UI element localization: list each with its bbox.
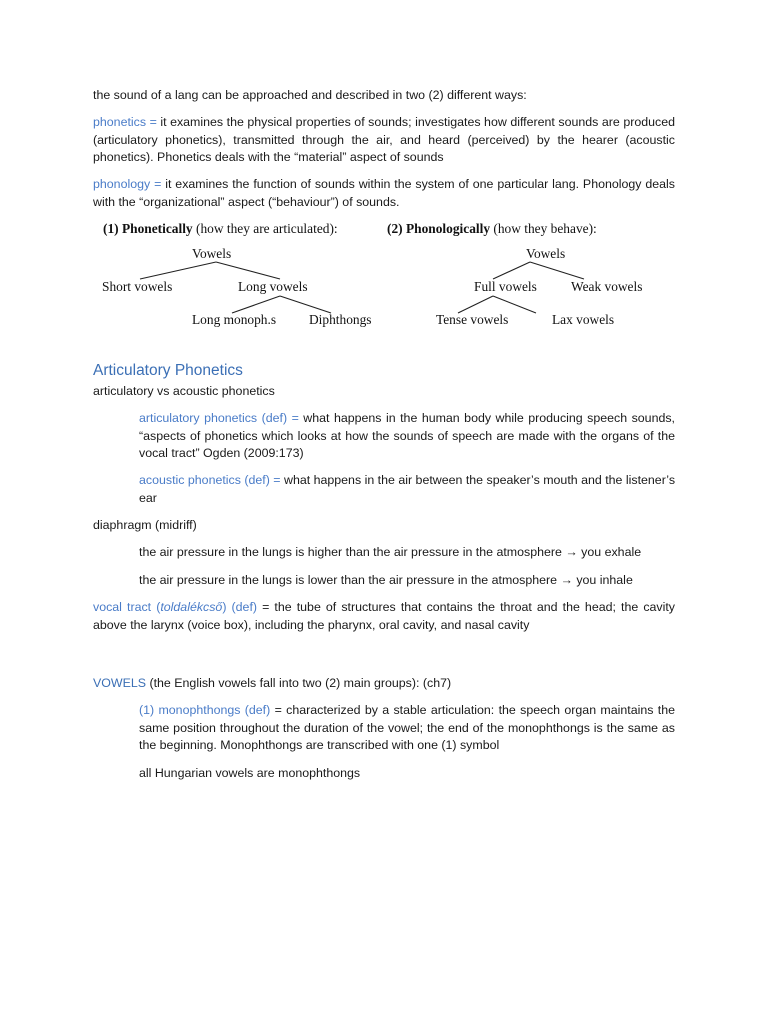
vowels-rest: (the English vowels fall into two (2) main groups): (ch7) [146,676,452,690]
left-root: Vowels [192,246,232,261]
right-grandchild-tense: Tense vowels [436,312,509,327]
right-title-bold: (2) Phonologically [387,221,491,236]
acoustic-text: what happens in the air between the speaker’s mouth and the listener’s ear [139,473,676,505]
monophthongs-term: (1) monophthongs (def) [139,703,271,717]
right-child-full: Full vowels [474,279,537,294]
intro-paragraph [93,87,683,105]
section-subtitle [93,383,675,401]
right-grandchild-lax: Lax vowels [552,312,615,327]
vocal-tract-definition [93,599,675,634]
left-grandchild-diphthongs: Diphthongs [309,312,372,327]
section-heading: Articulatory Phonetics [93,362,243,379]
subtitle-text: articulatory vs acoustic phonetics [93,384,275,398]
left-child-short: Short vowels [102,279,173,294]
left-title-rest: (how they are articulated): [192,221,338,236]
vocal-tract-term-a: vocal tract ( [93,600,161,614]
left-title-bold: (1) Phonetically [103,221,193,236]
vowels-label: VOWELS [93,676,147,690]
diaphragm-line [93,517,675,535]
phonology-term: phonology = [93,177,162,191]
phonology-definition [93,176,675,211]
diaphragm-text: diaphragm (midriff) [93,518,197,532]
left-child-long: Long vowels [238,279,308,294]
hungarian-line [139,765,675,783]
monophthongs-text: = characterized by a stable articulation: the speech organ maintains the same position throughout the duration of the vowel; the end of the monophthongs is the same as the beginning. Monophthongs are transcribed with one (1) symbol [139,703,675,753]
diagram-left-title [103,221,338,237]
articulatory-definition [139,410,675,463]
inhale-line [139,572,679,590]
inhale-text: the air pressure in the lungs is lower than the air pressure in the atmosphere → you inhale [139,573,633,587]
vowels-line [93,675,675,693]
left-grandchild-monoph: Long monoph.s [192,312,277,327]
phonetics-term: phonetics = [93,115,157,129]
vocal-tract-term-hungarian: toldalékcső [160,600,223,614]
right-title-rest: (how they behave): [490,221,597,236]
vocal-tract-term-b: ) (def) [222,600,258,614]
diagram-right-title [387,221,597,237]
exhale-text: the air pressure in the lungs is higher than the air pressure in the atmosphere → you exhale [139,545,642,559]
exhale-line [139,544,679,562]
right-child-weak: Weak vowels [571,279,643,294]
acoustic-definition [139,472,675,507]
articulatory-term: articulatory phonetics (def) = [139,411,299,425]
hungarian-text: all Hungarian vowels are monophthongs [139,766,361,780]
vocal-tract-text: = the tube of structures that contains the throat and the head; the cavity above the larynx (voice box), including the pharynx, oral cavity, and nasal cavity [93,600,676,632]
articulatory-text: what happens in the human body while producing speech sounds, “aspects of phonetics which looks at how the sounds of speech are made with the organs of the vocal tract” Ogden (2009:173) [139,411,675,461]
phonology-text: it examines the function of sounds within the system of one particular lang. Phonology deals with the “organizational” aspect (“behaviour”) of sounds. [93,177,675,209]
intro-text: the sound of a lang can be approached and described in two (2) different ways: [93,88,527,102]
vocal-tract-term [93,600,257,614]
acoustic-term: acoustic phonetics (def) = [139,473,281,487]
right-root: Vowels [526,246,566,261]
monophthongs-definition [139,702,675,755]
phonetics-text: it examines the physical properties of sounds; investigates how different sounds are produced (articulatory phonetics), transmitted through the air, and heard (perceived) by the hearer (acoustic phonetics). Phonetics deals with the “material” aspect of sounds [93,115,675,165]
phonetics-definition [93,114,675,167]
